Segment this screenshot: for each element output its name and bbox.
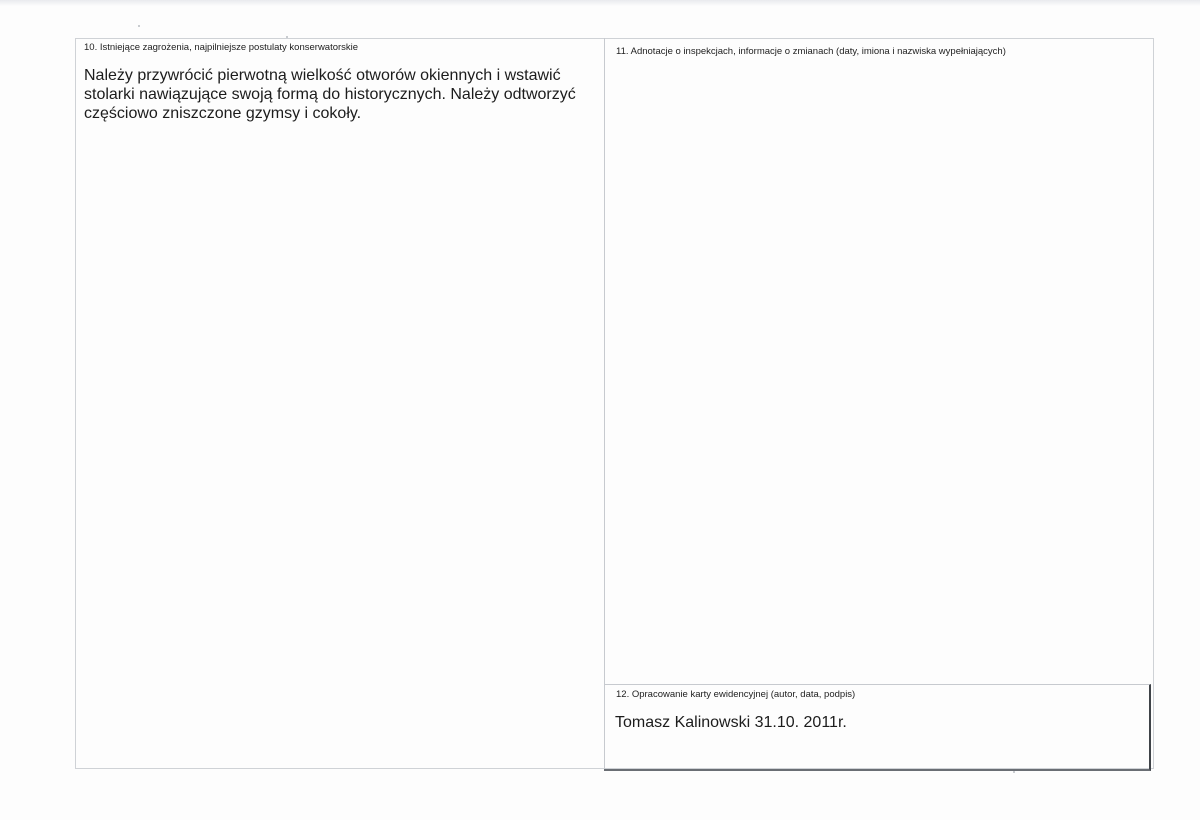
scan-speck <box>286 36 288 38</box>
scan-speck <box>138 25 140 27</box>
section-10-label: 10. Istniejące zagrożenia, najpilniejsze postulaty konserwatorskie <box>84 42 359 53</box>
scan-edge-shadow <box>0 0 1200 6</box>
scan-speck <box>1013 771 1015 773</box>
section-11-label: 11. Adnotacje o inspekcjach, informacje o zmianach (daty, imiona i nazwiska wypełniających) <box>616 46 1006 57</box>
form-frame <box>75 38 1154 769</box>
section-12-label: 12. Opracowanie karty ewidencyjnej (autor, data, podpis) <box>616 689 856 700</box>
section-10-content: Należy przywrócić pierwotną wielkość otworów okiennych i wstawić stolarki nawiązujące swoją formą do historycznych. Należy odtworzyć częściowo zniszczone gzymsy i cokoły. <box>84 67 576 122</box>
section-12-author-date: Tomasz Kalinowski 31.10. 2011r. <box>615 714 847 731</box>
column-divider <box>604 38 605 769</box>
